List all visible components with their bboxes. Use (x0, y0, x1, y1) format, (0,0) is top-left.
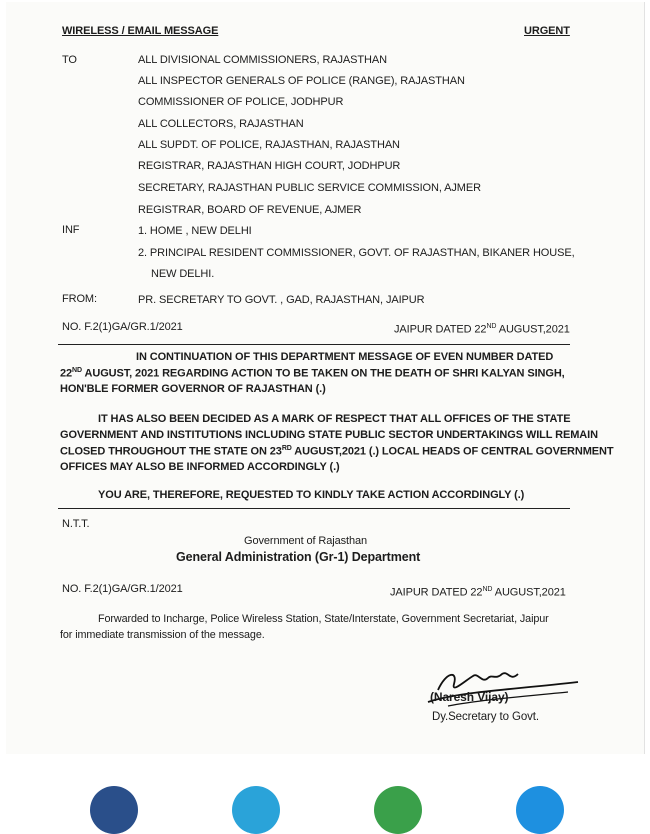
forwarding-line: Forwarded to Incharge, Police Wireless Station, State/Interstate, Government Secretariat, Jaipur (98, 613, 549, 625)
share-icon[interactable] (374, 786, 422, 834)
signatory-designation: Dy.Secretary to Govt. (432, 711, 539, 723)
ntt-label: N.T.T. (62, 518, 90, 530)
reference-number: NO. F.2(1)GA/GR.1/2021 (62, 321, 183, 333)
government-name: Government of Rajasthan (244, 535, 368, 547)
paragraph-line: CLOSED THROUGHOUT THE STATE ON 23RD AUGUST,2021 (.) LOCAL HEADS OF CENTRAL GOVERNMENT (60, 445, 614, 458)
divider-line (58, 508, 570, 509)
recipient-line: ALL SUPDT. OF POLICE, RAJASTHAN, RAJASTHAN (138, 139, 400, 151)
recipient-line: ALL INSPECTOR GENERALS OF POLICE (RANGE), RAJASTHAN (138, 75, 465, 87)
to-label: TO (62, 54, 77, 66)
paragraph-line: GOVERNMENT AND INSTITUTIONS INCLUDING STATE PUBLIC SECTOR UNDERTAKINGS WILL REMAIN (60, 429, 598, 441)
paragraph-line: YOU ARE, THEREFORE, REQUESTED TO KINDLY TAKE ACTION ACCORDINGLY (.) (98, 489, 525, 501)
paragraph-line: HON'BLE FORMER GOVERNOR OF RAJASTHAN (.) (60, 383, 326, 395)
from-label: FROM: (62, 293, 97, 305)
department-name: General Administration (Gr-1) Department (176, 550, 421, 564)
reference-date: JAIPUR DATED 22ND AUGUST,2021 (394, 323, 570, 336)
priority-label: URGENT (524, 25, 570, 37)
signatory-name: (Naresh Vijay) (430, 690, 509, 704)
inf-line: 1. HOME , NEW DELHI (138, 225, 252, 237)
recipient-line: ALL COLLECTORS, RAJASTHAN (138, 118, 304, 130)
reference-number: NO. F.2(1)GA/GR.1/2021 (62, 583, 183, 595)
from-value: PR. SECRETARY TO GOVT. , GAD, RAJASTHAN, JAIPUR (138, 294, 425, 306)
reference-date: JAIPUR DATED 22ND AUGUST,2021 (390, 586, 566, 599)
inf-line: NEW DELHI. (151, 268, 215, 280)
recipient-line: ALL DIVISIONAL COMMISSIONERS, RAJASTHAN (138, 54, 387, 66)
paragraph-line: 22ND AUGUST, 2021 REGARDING ACTION TO BE TAKEN ON THE DEATH OF SHRI KALYAN SINGH, (60, 367, 565, 380)
message-type-heading: WIRELESS / EMAIL MESSAGE (62, 25, 219, 37)
recipient-line: SECRETARY, RAJASTHAN PUBLIC SERVICE COMMISSION, AJMER (138, 182, 481, 194)
divider-line (58, 344, 570, 345)
bottom-strip (0, 754, 650, 791)
share-icon[interactable] (90, 786, 138, 834)
forwarding-line: for immediate transmission of the message. (60, 629, 265, 641)
share-icon[interactable] (516, 786, 564, 834)
recipient-line: REGISTRAR, RAJASTHAN HIGH COURT, JODHPUR (138, 160, 401, 172)
paragraph-line: IN CONTINUATION OF THIS DEPARTMENT MESSAGE OF EVEN NUMBER DATED (136, 351, 554, 363)
paragraph-line: OFFICES MAY ALSO BE INFORMED ACCORDINGLY (.) (60, 461, 340, 473)
inf-line: 2. PRINCIPAL RESIDENT COMMISSIONER, GOVT. OF RAJASTHAN, BIKANER HOUSE, (138, 247, 575, 259)
share-icon[interactable] (232, 786, 280, 834)
paragraph-line: IT HAS ALSO BEEN DECIDED AS A MARK OF RESPECT THAT ALL OFFICES OF THE STATE (98, 413, 571, 425)
recipient-line: REGISTRAR, BOARD OF REVENUE, AJMER (138, 204, 362, 216)
inf-label: INF (62, 224, 80, 236)
recipient-line: COMMISSIONER OF POLICE, JODHPUR (138, 96, 344, 108)
